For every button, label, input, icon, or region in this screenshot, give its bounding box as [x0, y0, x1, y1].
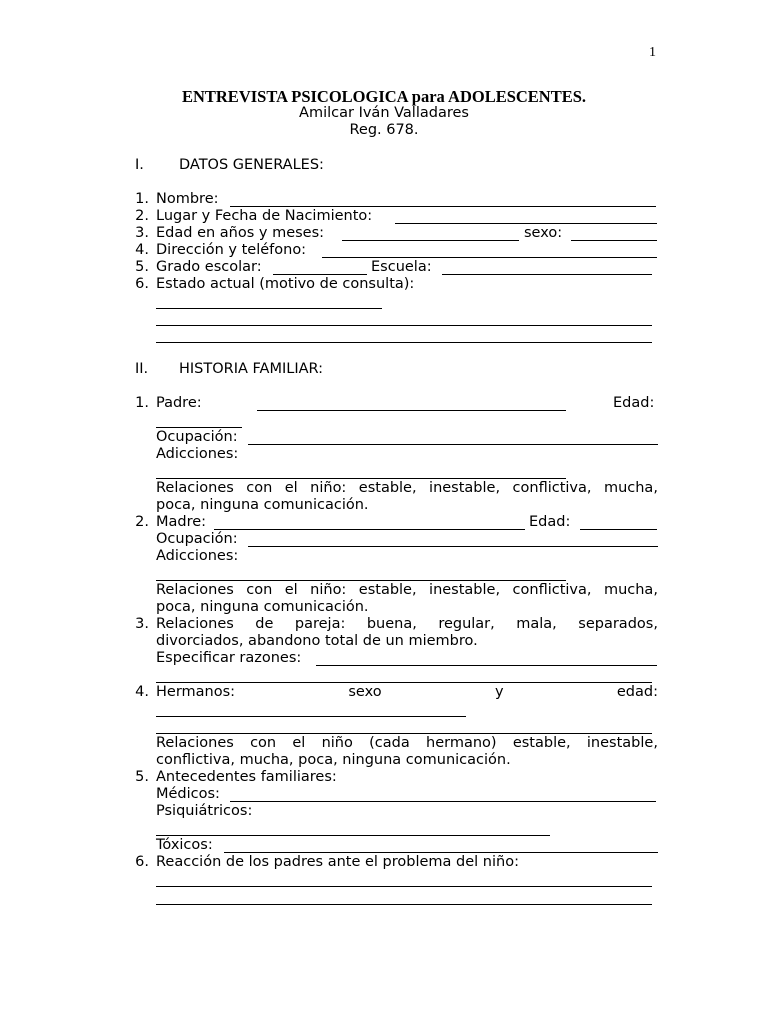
hermanos-field-2[interactable] — [156, 733, 652, 734]
hermanos-relaciones-line-1: Relaciones con el niño (cada hermano) estable, inestable, — [156, 735, 658, 751]
reaccion-field-1[interactable] — [156, 886, 652, 887]
padre-field[interactable] — [257, 410, 566, 411]
reaccion-field-2[interactable] — [156, 904, 652, 905]
item-number: 2. — [135, 514, 149, 530]
section-2-numeral: II. — [135, 361, 149, 377]
padre-adicciones-field[interactable] — [156, 478, 566, 479]
sexo-label: sexo: — [524, 225, 563, 241]
registration-number: Reg. 678. — [349, 122, 419, 138]
section-2-title: HISTORIA FAMILIAR: — [179, 361, 324, 377]
razones-field[interactable] — [316, 665, 657, 666]
direccion-field[interactable] — [322, 257, 657, 258]
section-1-title: DATOS GENERALES: — [179, 157, 324, 173]
madre-ocupacion-field[interactable] — [248, 546, 658, 547]
madre-edad-field[interactable] — [580, 529, 657, 530]
toxicos-field[interactable] — [224, 852, 658, 853]
grado-field[interactable] — [273, 274, 367, 275]
medicos-field[interactable] — [230, 801, 656, 802]
psiquiatricos-field[interactable] — [156, 835, 550, 836]
madre-adicciones-label: Adicciones: — [156, 548, 239, 564]
razones-field-line-2[interactable] — [156, 682, 652, 683]
item-number: 2. — [135, 208, 149, 224]
psiquiatricos-label: Psiquiátricos: — [156, 803, 253, 819]
pareja-line-2: divorciados, abandono total de un miembro. — [156, 633, 478, 649]
razones-label: Especificar razones: — [156, 650, 302, 666]
item-number: 1. — [135, 191, 149, 207]
item-number: 4. — [135, 242, 149, 258]
padre-ocupacion-label: Ocupación: — [156, 429, 238, 445]
item-number: 6. — [135, 854, 149, 870]
padre-label: Padre: — [156, 395, 202, 411]
madre-label: Madre: — [156, 514, 207, 530]
section-1-numeral: I. — [135, 157, 144, 173]
padre-edad-label: Edad: — [613, 395, 655, 411]
estado-actual-label: Estado actual (motivo de consulta): — [156, 276, 415, 292]
hermanos-relaciones-line-2: conflictiva, mucha, poca, ninguna comunicación. — [156, 752, 511, 768]
item-number: 3. — [135, 225, 149, 241]
direccion-label: Dirección y teléfono: — [156, 242, 307, 258]
document-title: ENTREVISTA PSICOLOGICA para ADOLESCENTES. — [181, 87, 587, 106]
item-number: 1. — [135, 395, 149, 411]
padre-edad-field[interactable] — [156, 427, 242, 428]
edad-label: Edad en años y meses: — [156, 225, 325, 241]
reaccion-label: Reacción de los padres ante el problema del niño: — [156, 854, 519, 870]
nombre-field[interactable] — [230, 206, 656, 207]
escuela-label: Escuela: — [371, 259, 432, 275]
lugar-fecha-field[interactable] — [395, 223, 657, 224]
hermanos-field-1[interactable] — [156, 716, 466, 717]
item-number: 5. — [135, 259, 149, 275]
estado-actual-line-3[interactable] — [156, 342, 652, 343]
padre-relaciones-line-2: poca, ninguna comunicación. — [156, 497, 369, 513]
madre-ocupacion-label: Ocupación: — [156, 531, 238, 547]
page-number: 1 — [649, 45, 656, 60]
medicos-label: Médicos: — [156, 786, 220, 802]
hermanos-line-1: Hermanos: sexo y edad: — [156, 684, 658, 700]
nombre-label: Nombre: — [156, 191, 219, 207]
estado-actual-line-1[interactable] — [156, 308, 382, 309]
item-number: 3. — [135, 616, 149, 632]
madre-relaciones-line-1: Relaciones con el niño: estable, inestable, conflictiva, mucha, — [156, 582, 658, 598]
pareja-line-1: Relaciones de pareja: buena, regular, mala, separados, — [156, 616, 658, 632]
madre-field[interactable] — [214, 529, 525, 530]
madre-adicciones-field[interactable] — [156, 580, 566, 581]
antecedentes-label: Antecedentes familiares: — [156, 769, 337, 785]
padre-ocupacion-field[interactable] — [248, 444, 658, 445]
toxicos-label: Tóxicos: — [156, 837, 213, 853]
sexo-field[interactable] — [571, 240, 657, 241]
madre-relaciones-line-2: poca, ninguna comunicación. — [156, 599, 369, 615]
item-number: 6. — [135, 276, 149, 292]
lugar-fecha-label: Lugar y Fecha de Nacimiento: — [156, 208, 373, 224]
madre-edad-label: Edad: — [529, 514, 571, 530]
item-number: 5. — [135, 769, 149, 785]
grado-label: Grado escolar: — [156, 259, 262, 275]
estado-actual-line-2[interactable] — [156, 325, 652, 326]
item-number: 4. — [135, 684, 149, 700]
escuela-field[interactable] — [442, 274, 652, 275]
padre-relaciones-line-1: Relaciones con el niño: estable, inestable, conflictiva, mucha, — [156, 480, 658, 496]
padre-adicciones-label: Adicciones: — [156, 446, 239, 462]
edad-field[interactable] — [342, 240, 519, 241]
author-name: Amilcar Iván Valladares — [299, 105, 469, 121]
